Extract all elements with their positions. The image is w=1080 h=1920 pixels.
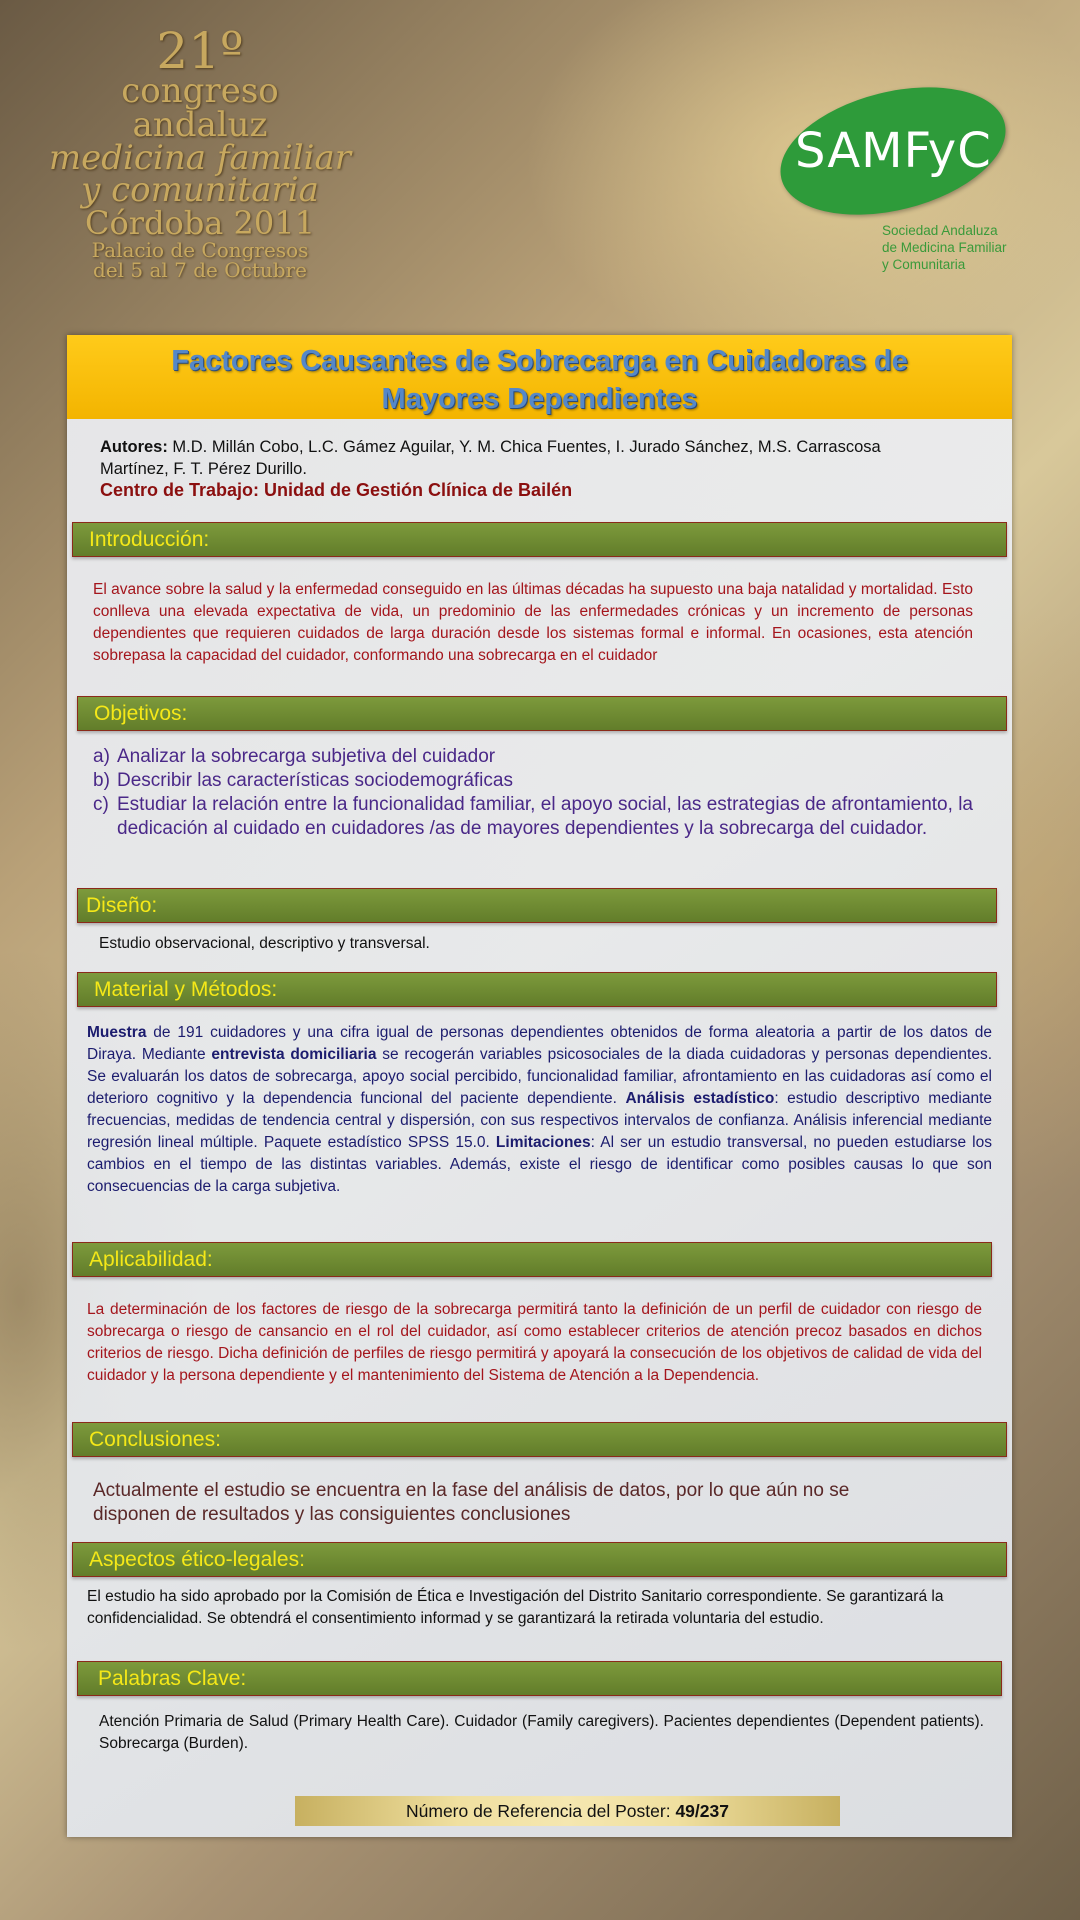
congress-line: andaluz	[132, 105, 268, 145]
keywords-heading: Palabras Clave:	[77, 1661, 1002, 1696]
list-marker: a)	[93, 746, 110, 767]
poster-reference	[295, 1796, 840, 1826]
intro-text: El avance sobre la salud y la enfermedad conseguido en las últimas décadas ha supuesto una baja natalidad y mortalidad. Esto conlleva una elevada expectativa de vida, un predominio de las enfermedades crónicas y un incremento de personas dependientes que requieren cuidados de larga duración desde los sistemas formal e informal. En ocasiones, esta atención sobrepasa la capacidad del cuidador, conformando una sobrecarga en el cuidador	[93, 581, 973, 664]
congress-line: congreso	[121, 71, 279, 111]
methods-text	[87, 1022, 992, 1198]
methods-bold: Muestra	[87, 1024, 147, 1041]
logo-oval	[767, 66, 1019, 236]
authors-list: M.D. Millán Cobo, L.C. Gámez Aguilar, Y. M. Chica Fuentes, I. Jurado Sánchez, M.S. Carrascosa Martínez, F. T. Pérez Durillo.	[100, 438, 881, 478]
list-marker: b)	[93, 770, 110, 791]
objectives-heading: Objetivos:	[77, 696, 1007, 731]
congress-dates: del 5 al 7 de Octubre	[93, 258, 307, 282]
keywords-text: Atención Primaria de Salud (Primary Health Care). Cuidador (Family caregivers). Pacientes dependientes (Dependent patients). Sobrecarga (Burden).	[99, 1713, 984, 1752]
logo-subtitle	[882, 222, 1048, 273]
authors	[100, 436, 920, 480]
design-text: Estudio observacional, descriptivo y transversal.	[99, 935, 430, 952]
methods-bold: Análisis estadístico	[625, 1090, 775, 1107]
congress-header	[20, 22, 380, 282]
conclusions-heading: Conclusiones:	[72, 1422, 1007, 1457]
list-item-text: Estudiar la relación entre la funcionalidad familiar, el apoyo social, las estrategias de afrontamiento, la dedicación al cuidado en cuidadores /as de mayores dependientes y la sobrecarga del cuidador.	[117, 794, 973, 839]
list-item	[93, 793, 973, 841]
list-item-text: Describir las características sociodemográficas	[117, 770, 513, 791]
methods-bold: entrevista domiciliaria	[211, 1046, 377, 1063]
work-center: Centro de Trabajo: Unidad de Gestión Clínica de Bailén	[100, 480, 573, 500]
poster-title-line: Mayores Dependientes	[381, 383, 698, 415]
logo-subtitle-line: de Medicina Familiar	[882, 240, 1007, 255]
congress-line: y comunitaria	[81, 170, 319, 210]
objectives-list	[93, 745, 973, 841]
logo-subtitle-line: Sociedad Andaluza	[882, 223, 998, 238]
poster-title-line: Factores Causantes de Sobrecarga en Cuidadoras de	[171, 345, 908, 377]
intro-heading: Introducción:	[72, 522, 1007, 557]
samfyc-logo	[778, 92, 1048, 273]
logo-subtitle-line: y Comunitaria	[882, 257, 966, 272]
conclusions-text: Actualmente el estudio se encuentra en la fase del análisis de datos, por lo que aún no se disponen de resultados y las consiguientes conclusiones	[93, 1480, 850, 1525]
reference-label: Número de Referencia del Poster:	[406, 1801, 676, 1821]
congress-venue: Palacio de Congresos	[91, 238, 309, 262]
methods-span: de 191 cuidadores y una cifra igual de personas dependientes obtenidos de forma aleatoria a partir de los datos de Diraya. Mediante	[87, 1024, 992, 1063]
methods-span: se recogerán variables psicosociales de la diada cuidadoras y personas dependientes. Se evaluarán los datos de sobrecarga, apoyo social percibido, funcionalidad familiar, afrontamiento en las cuidadoras así como el deterioro cognitivo y la dependencia funcional del paciente dependiente.	[87, 1046, 992, 1107]
title-bar	[67, 335, 1012, 419]
authors-label: Autores:	[100, 438, 168, 456]
list-item	[93, 769, 973, 793]
ethics-heading: Aspectos ético-legales:	[72, 1542, 1007, 1577]
congress-line: medicina familiar	[48, 138, 352, 178]
methods-span: : estudio descriptivo mediante frecuencias, medidas de tendencia central y dispersión, con sus respectivos intervalos de confianza. Análisis inferencial mediante regresión lineal múltiple. Paquete estadístico SPSS 15.0.	[87, 1090, 993, 1151]
list-marker: c)	[93, 794, 109, 815]
congress-edition: 21º	[156, 22, 244, 80]
poster-title	[67, 342, 1012, 418]
methods-span: : Al ser un estudio transversal, no pueden estudiarse los cambios en el tiempo de las distintas variables. Además, existe el riesgo de identificar como posibles causas lo que son consecuencias de la carga subjetiva.	[87, 1134, 992, 1195]
methods-bold: Limitaciones	[495, 1134, 591, 1151]
list-item-text: Analizar la sobrecarga subjetiva del cuidador	[117, 746, 496, 767]
poster-panel	[67, 335, 1012, 1837]
logo-wordmark: SAMFyC	[794, 123, 992, 180]
congress-city-year: Córdoba 2011	[85, 204, 315, 242]
list-item	[93, 745, 973, 769]
methods-heading: Material y Métodos:	[77, 972, 997, 1007]
applicability-text: La determinación de los factores de riesgo de la sobrecarga permitirá tanto la definición de un perfil de cuidador con riesgo de sobrecarga o riesgo de cansancio en el rol del cuidador, así como establecer criterios de atención precoz basados en dichos criterios de riesgo. Dicha definición de perfiles de riesgo permitirá y apoyará la consecución de los objetivos de calidad de vida del cuidador y la persona dependiente y el mantenimiento del Sistema de Atención a la Dependencia.	[87, 1301, 982, 1384]
design-heading: Diseño:	[77, 888, 997, 923]
ethics-text: El estudio ha sido aprobado por la Comisión de Ética e Investigación del Distrito Sanitario correspondiente. Se garantizará la confidencialidad. Se obtendrá el consentimiento informad y se garantizará la retirada voluntaria del estudio.	[87, 1588, 944, 1627]
reference-number: 49/237	[675, 1801, 729, 1821]
applicability-heading: Aplicabilidad:	[72, 1242, 992, 1277]
